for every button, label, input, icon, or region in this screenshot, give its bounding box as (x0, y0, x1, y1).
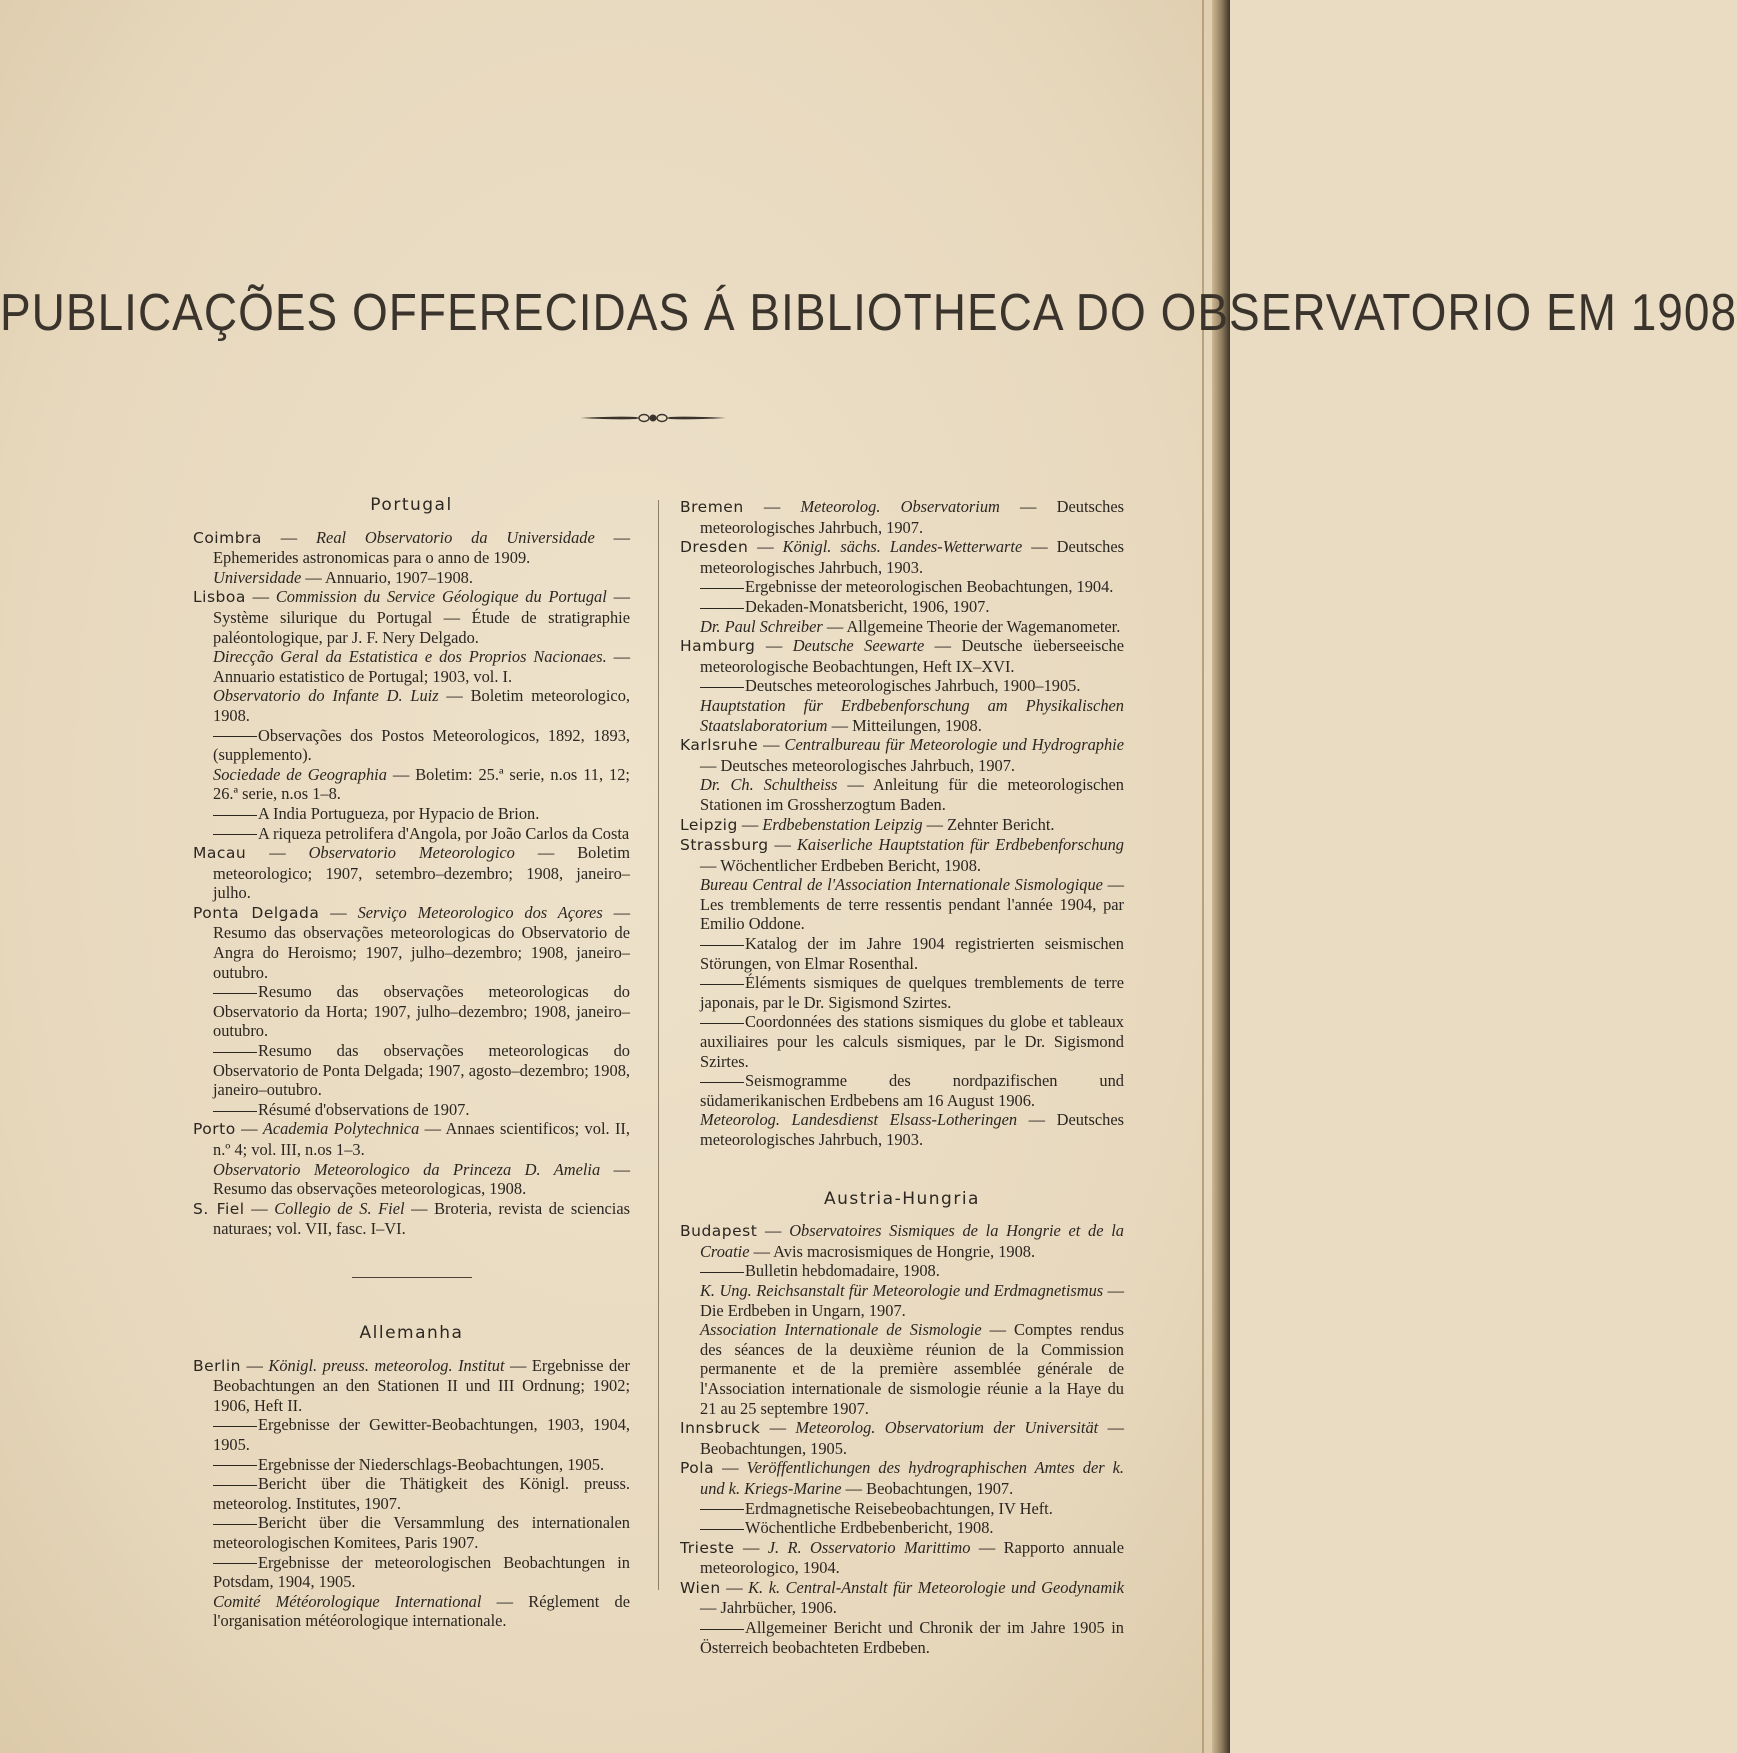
ditto-rule (700, 1082, 744, 1083)
entry-place: Innsbruck (680, 1419, 761, 1438)
entry-place: Lisboa (193, 588, 246, 607)
entry-text: Ergebnisse der Gewitter-Beobachtungen, 1903, 1904, 1905. (213, 1415, 630, 1454)
entry-text: Deutsches meteorologisches Jahrbuch, 1907. (720, 755, 1016, 775)
section-separator (352, 1277, 472, 1278)
entry-institution: Comité Météorologique International (213, 1591, 482, 1611)
bibliography-entry: Sociedade de Geographia — Boletim: 25.ª serie, n.os 11, 12; 26.ª serie, n.os 1–8. (213, 764, 630, 804)
ditto-rule (213, 993, 257, 994)
entry-place: Dresden (680, 538, 749, 557)
entry-institution: Deutsche Seewarte (792, 636, 925, 656)
ditto-rule (700, 1023, 744, 1024)
entry-place: Macau (193, 844, 247, 863)
bibliography-entry (193, 1553, 630, 1592)
entry-text: Jahrbücher, 1906. (720, 1598, 837, 1618)
entry-text: Allgemeine Theorie der Wagemanometer. (846, 616, 1121, 636)
bibliography-entry: Hamburg — Deutsche Seewarte — Deutsche üeberseeische meteorologische Beobachtungen, Heft IX–XVI. (680, 636, 1124, 676)
entry-text: Deutsches meteorologisches Jahrbuch, 1907. (700, 497, 1125, 537)
entry-place: Pola (680, 1459, 715, 1478)
bibliography-entry: Universidade — Annuario, 1907–1908. (213, 567, 473, 587)
bibliography-entry: Observatorio Meteorologico da Princeza D. Amelia — Resumo das observações meteorologicas, 1908. (213, 1159, 630, 1199)
entry-institution: Meteorolog. Observatorium (800, 497, 1000, 516)
entry-institution: Veröffentlichungen des hydrographischen Amtes der k. und k. Kriegs-Marine (700, 1458, 1124, 1498)
bibliography-entry: Comité Météorologique International — Réglement de l'organisation météorologique internationale. (213, 1591, 630, 1631)
entry-text: Réglement de l'organisation météorologique internationale. (213, 1591, 630, 1631)
left-column (193, 496, 630, 1631)
entry-place: Porto (193, 1120, 236, 1139)
entry-institution: Academia Polytechnica (262, 1119, 420, 1139)
entry-text: Ergebnisse der Niederschlags-Beobachtungen, 1905. (258, 1454, 605, 1474)
bibliography-entry (193, 1415, 630, 1454)
entry-text: Die Erdbeben in Ungarn, 1907. (700, 1300, 906, 1320)
bibliography-entry (193, 1100, 630, 1120)
entry-text: Annuario, 1907–1908. (325, 567, 473, 587)
bibliography-entry (680, 1012, 1124, 1071)
bibliography-entry (680, 597, 1124, 617)
entry-text: Deutsches meteorologisches Jahrbuch, 1903. (700, 537, 1125, 577)
bibliography-entry (193, 824, 630, 844)
entry-institution: Serviço Meteorologico dos Açores (357, 902, 603, 922)
ditto-rule (700, 1509, 744, 1510)
entry-institution: Commission du Service Géologique du Portugal (275, 587, 607, 607)
entry-text: A riqueza petrolifera d'Angola, por João Carlos da Costa (258, 823, 630, 843)
bibliography-entry (680, 1071, 1124, 1110)
entry-text: Avis macrosismiques de Hongrie, 1908. (773, 1241, 1036, 1261)
entry-place: Berlin (193, 1356, 241, 1375)
bibliography-entry: Ponta Delgada — Serviço Meteorologico dos Açores — Resumo das observações meteorologicas do Observatorio de Angra do Heroismo; 1907, julho–dezembro; 1908, janeiro–outubro. (193, 902, 630, 982)
ditto-rule (700, 984, 744, 985)
entry-text: Resumo das observações meteorologicas do Observatorio de Ponta Delgada; 1907, agosto–dezembro; 1908, janeiro–outubro. (213, 1041, 630, 1100)
entry-text: Observações dos Postos Meteorologicos, 1892, 1893, (supplemento). (213, 725, 630, 765)
entry-institution: Königl. preuss. meteorolog. Institut (268, 1355, 505, 1375)
entry-text: Boletim meteorologico; 1907, setembro–dezembro; 1908, janeiro–julho. (213, 843, 631, 903)
bibliography-entry (680, 1499, 1124, 1519)
entry-text: Wöchentlicher Erdbeben Bericht, 1908. (720, 855, 981, 875)
entry-institution: Collegio de S. Fiel (274, 1198, 405, 1218)
ditto-rule (700, 588, 744, 589)
entry-place: S. Fiel (193, 1199, 245, 1218)
bibliography-entry (680, 1261, 1124, 1281)
entry-text: Ergebnisse der Beobachtungen an den Stationen II und III Ordnung; 1902; 1906, Heft II. (213, 1355, 630, 1415)
entry-institution: Observatorio do Infante D. Luiz (213, 686, 439, 706)
entry-institution: Observatoires Sismiques de la Hongrie et de la Croatie (700, 1221, 1125, 1261)
entry-text: Zehnter Bericht. (947, 814, 1055, 834)
bibliography-entry (680, 973, 1124, 1012)
ditto-rule (213, 736, 257, 737)
ditto-rule (700, 1529, 744, 1530)
bibliography-entry: Association Internationale de Sismologie — Comptes rendus des séances de la deuxième réunion de la Commission permanente et de la première assemblée générale de l'Association internationale de sismologie réunie a la Haye du 21 au 25 septembre 1907. (700, 1320, 1124, 1418)
entry-text: A India Portugueza, por Hypacio de Brion. (258, 803, 540, 823)
entry-place: Ponta Delgada (193, 903, 320, 922)
ditto-rule (700, 945, 744, 946)
entry-institution: Hauptstation für Erdbebenforschung am Physikalischen Staatslaboratorium (700, 695, 1124, 735)
section-heading: Austria-Hungria (824, 1188, 980, 1209)
ditto-rule (213, 1111, 257, 1112)
entry-place: Budapest (680, 1222, 758, 1241)
entry-institution: Direcção Geral da Estatistica e dos Proprios Nacionaes. (213, 647, 607, 667)
entry-text: Résumé d'observations de 1907. (258, 1099, 470, 1119)
entry-text: Deutsches meteorologisches Jahrbuch, 1903. (700, 1110, 1124, 1149)
ditto-rule (213, 815, 257, 816)
entry-text: Annaes scientificos; vol. II, n.º 4; vol. III, n.os 1–3. (213, 1119, 630, 1159)
entry-institution: Observatorio Meteorologico da Princeza D. Amelia (213, 1159, 601, 1179)
bibliography-entry: Bremen — Meteorolog. Observatorium — Deutsches meteorologisches Jahrbuch, 1907. (680, 497, 1125, 537)
bibliography-entry: Trieste — J. R. Osservatorio Marittimo — Rapporto annuale meteorologico, 1904. (680, 1537, 1124, 1578)
entry-text: Beobachtungen, 1907. (866, 1478, 1014, 1498)
entry-place: Trieste (680, 1538, 735, 1557)
bibliography-entry: Dr. Ch. Schultheiss — Anleitung für die meteorologischen Stationen im Grossherzogtum Baden. (700, 775, 1124, 814)
entry-place: Wien (680, 1578, 721, 1597)
bibliography-entry: Macau — Observatorio Meteorologico — Boletim meteorologico; 1907, setembro–dezembro; 1908, janeiro–julho. (193, 843, 631, 903)
entry-text: Resumo das observações meteorologicas do Observatorio de Angra do Heroismo; 1907, julho–dezembro; 1908, janeiro–outubro. (213, 923, 630, 982)
entry-institution: Universidade (213, 567, 302, 587)
entry-institution: J. R. Osservatorio Marittimo (767, 1537, 971, 1557)
entry-text: Ergebnisse der meteorologischen Beobachtungen, 1904. (745, 577, 1114, 597)
bibliography-entry: Pola — Veröffentlichungen des hydrographischen Amtes der k. und k. Kriegs-Marine — Beobachtungen, 1907. (680, 1458, 1124, 1498)
entry-place: Coimbra (193, 528, 262, 547)
entry-text: Resumo das observações meteorologicas, 1908. (213, 1179, 527, 1199)
entry-text: Broteria, revista de sciencias naturaes; vol. VII, fasc. I–VI. (213, 1198, 630, 1239)
entry-place: Karlsruhe (680, 736, 759, 755)
entry-text: Bericht über die Versammlung des internationalen meteorologischen Komitees, Paris 1907. (213, 1513, 630, 1552)
ditto-rule (700, 1272, 744, 1273)
entry-institution: Association Internationale de Sismologie (700, 1320, 982, 1340)
bibliography-entry: Strassburg — Kaiserliche Hauptstation für Erdbebenforschung — Wöchentlicher Erdbeben Bericht, 1908. (680, 835, 1124, 875)
entry-text: Beobachtungen, 1905. (700, 1438, 848, 1458)
bibliography-entry: Coimbra — Real Observatorio da Universidade — Ephemerides astronomicas para o anno de 1909. (193, 527, 630, 568)
bibliography-entry: Direcção Geral da Estatistica e dos Proprios Nacionaes. — Annuario estatistico de Portugal; 1903, vol. I. (213, 647, 630, 686)
entry-institution: Meteorolog. Observatorium der Universität (795, 1418, 1099, 1438)
bibliography-entry: Hauptstation für Erdbebenforschung am Physikalischen Staatslaboratorium — Mitteilungen, 1908. (700, 695, 1124, 735)
bibliography-entry (680, 934, 1124, 973)
entry-place: Hamburg (680, 637, 756, 656)
entry-text: Système silurique du Portugal — Étude de stratigraphie paléontologique, par J. F. Nery Delgado. (213, 607, 630, 647)
ditto-rule (213, 1052, 257, 1053)
bibliography-entry: Meteorolog. Landesdienst Elsass-Lotheringen — Deutsches meteorologisches Jahrbuch, 1903. (700, 1110, 1124, 1149)
bibliography-entry (680, 1618, 1124, 1657)
entry-text: Wöchentliche Erdbebenbericht, 1908. (745, 1518, 994, 1538)
entry-text: Dekaden-Monatsbericht, 1906, 1907. (745, 596, 990, 616)
page-crease (1202, 0, 1204, 1753)
entry-institution: Sociedade de Geographia (213, 764, 387, 784)
section-heading: Portugal (370, 495, 453, 515)
entry-text: Boletim: 25.ª serie, n.os 11, 12; 26.ª serie, n.os 1–8. (213, 764, 630, 804)
entry-institution: Real Observatorio da Universidade (316, 527, 595, 547)
bibliography-entry (193, 982, 630, 1041)
entry-text: Katalog der im Jahre 1904 registrierten seismischen Störungen, von Elmar Rosenthal. (700, 934, 1124, 973)
bibliography-entry (680, 577, 1124, 597)
bibliography-entry: Porto — Academia Polytechnica — Annaes scientificos; vol. II, n.º 4; vol. III, n.os 1–3. (193, 1119, 630, 1159)
bibliography-entry: Observatorio do Infante D. Luiz — Boletim meteorologico, 1908. (213, 686, 630, 725)
bibliography-entry (193, 1455, 630, 1475)
ditto-rule (213, 1426, 257, 1427)
entry-place: Bremen (680, 498, 744, 516)
bibliography-entry: Karlsruhe — Centralbureau für Meteorologie und Hydrographie — Deutsches meteorologisches Jahrbuch, 1907. (680, 735, 1125, 775)
bibliography-entry: Leipzig — Erdbebenstation Leipzig — Zehnter Bericht. (680, 814, 1055, 834)
entry-institution: K. Ung. Reichsanstalt für Meteorologie und Erdmagnetismus (700, 1280, 1104, 1300)
entry-institution: Meteorolog. Landesdienst Elsass-Lotheringen (700, 1110, 1018, 1130)
ditto-rule (700, 608, 744, 609)
entry-text: Les tremblements de terre ressentis pendant l'année 1904, par Emilio Oddone. (700, 894, 1124, 934)
entry-text: Deutsches meteorologisches Jahrbuch, 1900–1905. (745, 676, 1081, 696)
bibliography-entry (193, 1513, 630, 1552)
bibliography-entry (193, 804, 630, 824)
ditto-rule (213, 1465, 257, 1466)
entry-text: Deutsche üeberseeische meteorologische Beobachtungen, Heft IX–XVI. (700, 636, 1124, 676)
entry-institution: K. k. Central-Anstalt für Meteorologie und Geodynamik (748, 1577, 1124, 1597)
ditto-rule (213, 1485, 257, 1486)
bibliography-entry (193, 1474, 630, 1513)
entry-institution: Dr. Ch. Schultheiss (700, 775, 838, 795)
entry-text: Anleitung für die meteorologischen Stationen im Grossherzogtum Baden. (700, 775, 1124, 814)
entry-institution: Observatorio Meteorologico (308, 843, 515, 863)
right-column (680, 497, 1124, 1657)
entry-text: Ephemerides astronomicas para o anno de 1909. (213, 548, 531, 568)
entry-text: Boletim meteorologico, 1908. (213, 686, 630, 725)
entry-text: Resumo das observações meteorologicas do Observatorio da Horta; 1907, julho–dezembro; 1908, janeiro–outubro. (213, 982, 630, 1041)
entry-text: Annuario estatistico de Portugal; 1903, vol. I. (213, 666, 513, 686)
bibliography-entry: Bureau Central de l'Association Internationale Sismologique — Les tremblements de terre ressentis pendant l'année 1904, par Emilio Oddone. (700, 875, 1124, 934)
bibliography-entry: Berlin — Königl. preuss. meteorolog. Institut — Ergebnisse der Beobachtungen an den Stationen II und III Ordnung; 1902; 1906, Heft II. (193, 1355, 630, 1415)
bibliography-entry (193, 1041, 630, 1100)
bibliography-entry: Dresden — Königl. sächs. Landes-Wetterwarte — Deutsches meteorologisches Jahrbuch, 1903. (680, 537, 1125, 577)
entry-place: Strassburg (680, 836, 769, 855)
bibliography-entry: Wien — K. k. Central-Anstalt für Meteorologie und Geodynamik — Jahrbücher, 1906. (680, 1577, 1124, 1618)
ornament-divider-icon (578, 408, 728, 428)
entry-text: Seismogramme des nordpazifischen und südamerikanischen Erdbebens am 16 August 1906. (700, 1071, 1124, 1110)
page-edge (1212, 0, 1230, 1753)
bibliography-entry: K. Ung. Reichsanstalt für Meteorologie und Erdmagnetismus — Die Erdbeben in Ungarn, 1907. (700, 1280, 1124, 1320)
ditto-rule (700, 1629, 744, 1630)
ditto-rule (213, 1563, 257, 1564)
entry-text: Mitteilungen, 1908. (852, 715, 982, 735)
bibliography-entry: Lisboa — Commission du Service Géologique du Portugal — Système silurique du Portugal — Étude de stratigraphie paléontologique, par J. F. Nery Delgado. (193, 587, 630, 647)
bibliography-entry: Innsbruck — Meteorolog. Observatorium der Universität — Beobachtungen, 1905. (680, 1418, 1124, 1458)
entry-text: Bulletin hebdomadaire, 1908. (745, 1261, 940, 1281)
bibliography-entry (680, 1518, 1124, 1538)
entry-institution: Königl. sächs. Landes-Wetterwarte (782, 537, 1023, 557)
bibliography-entry: S. Fiel — Collegio de S. Fiel — Broteria, revista de sciencias naturaes; vol. VII, fasc. I–VI. (193, 1198, 630, 1239)
entry-institution: Kaiserliche Hauptstation für Erdbebenforschung (796, 835, 1124, 855)
bibliography-entry (680, 676, 1124, 696)
entry-text: Rapporto annuale meteorologico, 1904. (700, 1537, 1124, 1578)
entry-institution: Centralbureau für Meteorologie und Hydrographie (784, 735, 1125, 755)
column-divider (658, 500, 659, 1590)
entry-institution: Erdbebenstation Leipzig (762, 814, 923, 834)
entry-text: Comptes rendus des séances de la deuxième réunion de la Commission permanente et de la première assemblée générale de l'Association internationale de sismologie réunie a la Haye du 21 au 25 septembre 1907. (700, 1320, 1124, 1418)
ditto-rule (700, 687, 744, 688)
entry-text: Bericht über die Thätigkeit des Königl. preuss. meteorolog. Institutes, 1907. (213, 1474, 630, 1513)
entry-text: Erdmagnetische Reisebeobachtungen, IV Heft. (745, 1498, 1053, 1518)
bibliography-entry: Budapest — Observatoires Sismiques de la Hongrie et de la Croatie — Avis macrosismiques de Hongrie, 1908. (680, 1221, 1125, 1261)
bibliography-entry (193, 726, 630, 765)
page-title: PUBLICAÇÕES OFFERECIDAS Á BIBLIOTHECA DO OBSERVATORIO EM 1908 (0, 282, 1737, 342)
entry-text: Éléments sismiques de quelques tremblements de terre japonais, par le Dr. Sigismond Szirtes. (700, 973, 1124, 1012)
entry-text: Allgemeiner Bericht und Chronik der im Jahre 1905 in Österreich beobachteten Erdbeben. (700, 1618, 1124, 1657)
entry-institution: Bureau Central de l'Association Internationale Sismologique (700, 875, 1103, 895)
section-heading: Allemanha (359, 1322, 464, 1343)
ditto-rule (213, 1524, 257, 1525)
bibliography-entry: Dr. Paul Schreiber — Allgemeine Theorie der Wagemanometer. (700, 616, 1121, 636)
section-spacer (680, 1150, 1124, 1190)
entry-place: Leipzig (680, 815, 738, 834)
ditto-rule (213, 834, 257, 835)
entry-text: Coordonnées des stations sismiques du globe et tableaux auxiliaires pour les calculs sismiques, par le Dr. Sigismond Szirtes. (700, 1012, 1124, 1071)
entry-text: Ergebnisse der meteorologischen Beobachtungen in Potsdam, 1904, 1905. (213, 1552, 630, 1592)
entry-institution: Dr. Paul Schreiber (700, 616, 823, 636)
